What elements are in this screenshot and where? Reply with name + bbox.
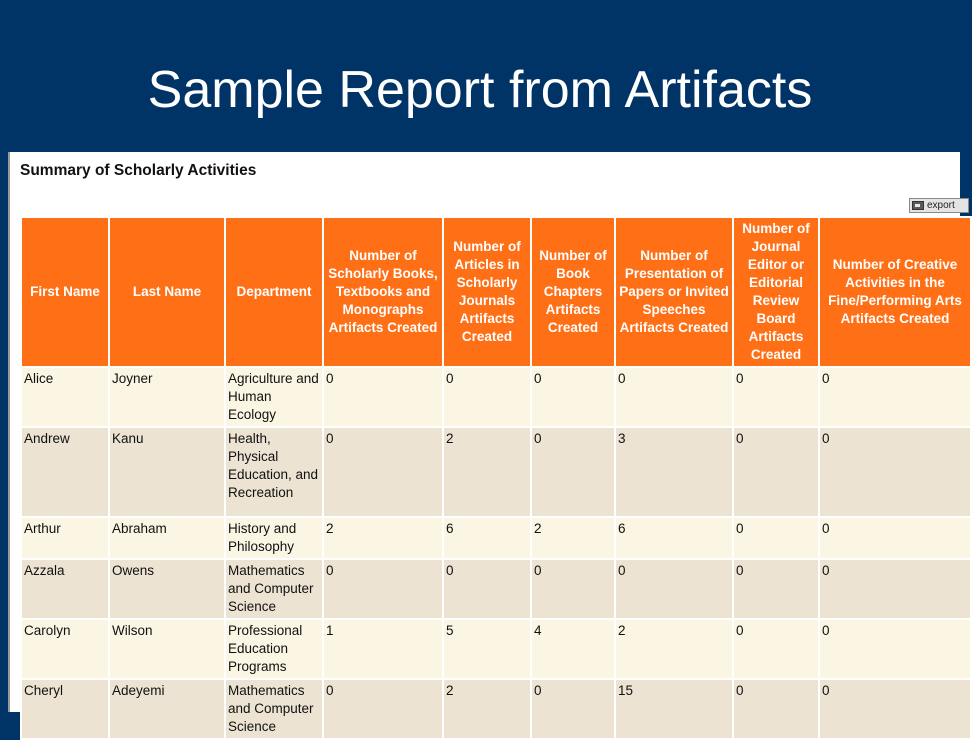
column-header-articles[interactable]: Number of Articles in Scholarly Journals Artifacts Created: [443, 217, 531, 367]
report-screenshot: [8, 152, 962, 734]
cell-last-name: Wilson: [109, 619, 225, 679]
cell-books: 0: [323, 367, 443, 427]
table-row: [21, 427, 971, 517]
cell-book-chapters: 0: [531, 679, 615, 739]
table-row: [21, 367, 971, 427]
cell-book-chapters: 0: [531, 367, 615, 427]
cell-book-chapters: 0: [531, 559, 615, 619]
cell-presentations: 0: [615, 559, 733, 619]
cell-articles: 0: [443, 559, 531, 619]
cell-articles: 5: [443, 619, 531, 679]
cell-articles: 0: [443, 367, 531, 427]
cell-presentations: 0: [615, 367, 733, 427]
column-header-books[interactable]: Number of Scholarly Books, Textbooks and Monographs Artifacts Created: [323, 217, 443, 367]
cell-articles: 2: [443, 679, 531, 739]
cell-first-name: Cheryl: [21, 679, 109, 739]
column-header-department[interactable]: Department: [225, 217, 323, 367]
cell-creative-activities: 0: [819, 619, 971, 679]
cell-department: Mathematics and Computer Science: [225, 559, 323, 619]
cell-department: History and Philosophy: [225, 517, 323, 559]
cell-last-name: Abraham: [109, 517, 225, 559]
cell-department: Professional Education Programs: [225, 619, 323, 679]
screenshot-left-border: [8, 152, 10, 712]
cell-last-name: Adeyemi: [109, 679, 225, 739]
cell-first-name: Azzala: [21, 559, 109, 619]
slide-title: Sample Report from Artifacts: [147, 61, 813, 119]
cell-creative-activities: 0: [819, 427, 971, 517]
scholarly-activities-table: [20, 216, 972, 740]
cell-books: 0: [323, 559, 443, 619]
cell-journal-editor: 0: [733, 559, 819, 619]
cell-books: 2: [323, 517, 443, 559]
cell-creative-activities: 0: [819, 367, 971, 427]
cell-presentations: 2: [615, 619, 733, 679]
cell-creative-activities: 0: [819, 559, 971, 619]
cell-first-name: Andrew: [21, 427, 109, 517]
cell-last-name: Owens: [109, 559, 225, 619]
column-header-first-name[interactable]: First Name: [21, 217, 109, 367]
cell-last-name: Joyner: [109, 367, 225, 427]
cell-journal-editor: 0: [733, 367, 819, 427]
cell-last-name: Kanu: [109, 427, 225, 517]
cell-creative-activities: 0: [819, 679, 971, 739]
table-row: [21, 679, 971, 739]
cell-journal-editor: 0: [733, 427, 819, 517]
cell-first-name: Arthur: [21, 517, 109, 559]
column-header-last-name[interactable]: Last Name: [109, 217, 225, 367]
export-button[interactable]: [909, 198, 969, 213]
cell-journal-editor: 0: [733, 619, 819, 679]
cell-department: Mathematics and Computer Science: [225, 679, 323, 739]
column-header-book-chapters[interactable]: Number of Book Chapters Artifacts Created: [531, 217, 615, 367]
column-header-presentations[interactable]: Number of Presentation of Papers or Invited Speeches Artifacts Created: [615, 217, 733, 367]
cell-articles: 2: [443, 427, 531, 517]
cell-first-name: Alice: [21, 367, 109, 427]
cell-book-chapters: 4: [531, 619, 615, 679]
column-header-creative-activities[interactable]: Number of Creative Activities in the Fine/Performing Arts Artifacts Created: [819, 217, 971, 367]
cell-book-chapters: 2: [531, 517, 615, 559]
table-header-row: [21, 217, 971, 367]
table-row: [21, 517, 971, 559]
cell-presentations: 15: [615, 679, 733, 739]
report-heading: Summary of Scholarly Activities: [20, 162, 257, 179]
export-icon: [912, 201, 924, 210]
export-label: export: [927, 200, 955, 211]
cell-first-name: Carolyn: [21, 619, 109, 679]
cell-books: 1: [323, 619, 443, 679]
cell-creative-activities: 0: [819, 517, 971, 559]
cell-articles: 6: [443, 517, 531, 559]
cell-journal-editor: 0: [733, 679, 819, 739]
table-row: [21, 619, 971, 679]
cell-journal-editor: 0: [733, 517, 819, 559]
cell-presentations: 3: [615, 427, 733, 517]
cell-department: Agriculture and Human Ecology: [225, 367, 323, 427]
table-row: [21, 559, 971, 619]
column-header-journal-editor[interactable]: Number of Journal Editor or Editorial Review Board Artifacts Created: [733, 217, 819, 367]
cell-books: 0: [323, 679, 443, 739]
cell-books: 0: [323, 427, 443, 517]
cell-book-chapters: 0: [531, 427, 615, 517]
cell-presentations: 6: [615, 517, 733, 559]
cell-department: Health, Physical Education, and Recreation: [225, 427, 323, 517]
